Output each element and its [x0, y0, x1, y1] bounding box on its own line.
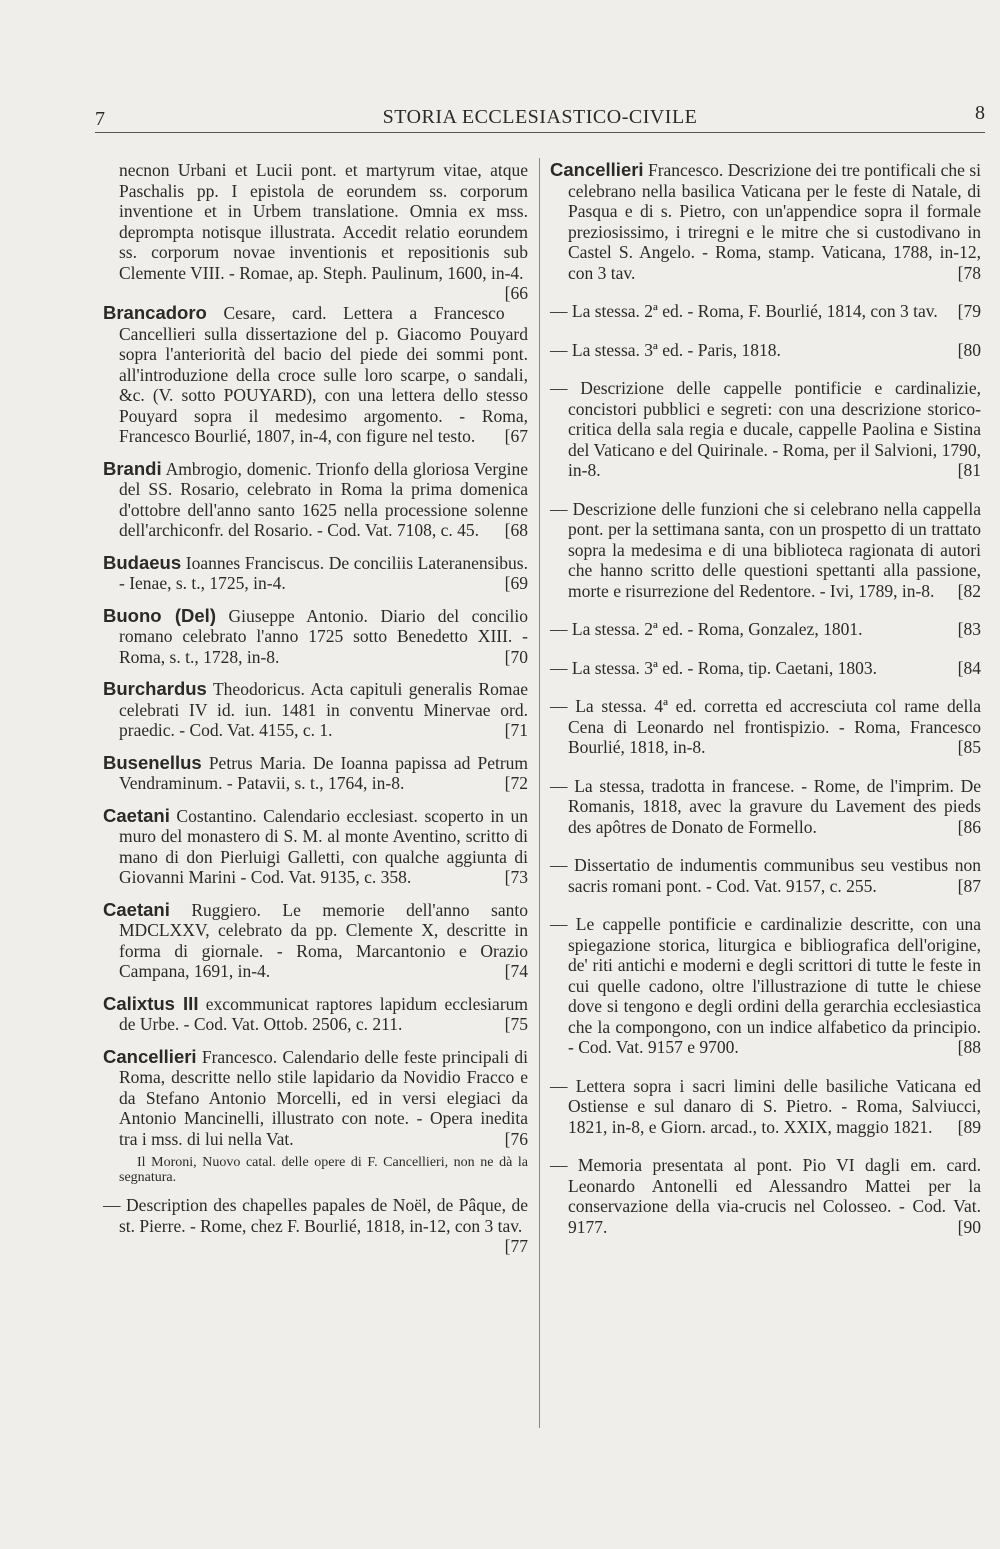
- page-header: [95, 102, 985, 133]
- entry-text: excommunicat raptores lapidum ecclesiarum de Urbe. - Cod. Vat. Ottob. 2506, c. 211.: [119, 993, 529, 1034]
- entry: [103, 160, 528, 303]
- entry-text: — La stessa. 3ª ed. - Paris, 1818.: [550, 339, 781, 360]
- entry: [103, 994, 528, 1035]
- entry: [103, 679, 528, 741]
- entry-number: [88: [957, 1037, 981, 1057]
- entry: [550, 160, 981, 283]
- entry-number: [66: [504, 283, 528, 303]
- left-column: [103, 160, 528, 1257]
- entry-number: [72: [504, 773, 528, 793]
- entry: [550, 1155, 981, 1237]
- entry-text: Ioannes Franciscus. De conciliis Lateranensibus. - Ienae, s. t., 1725, in-4.: [119, 552, 528, 593]
- entry-text: Petrus Maria. De Ioanna papissa ad Petrum Vendraminum. - Patavii, s. t., 1764, in-8.: [119, 752, 529, 793]
- entry-heading: Calixtus III: [103, 992, 199, 1014]
- entry: [103, 303, 528, 447]
- entry-text: Cesare, card. Lettera a Francesco Cancellieri sulla dissertazione del p. Giacomo Pouyard sopra l'anteriorità del bacio del piede dei sommi pont. all'introduzione della croce sulle loro scarpe, o sandali, &c. (V. sotto POUYARD), con una lettera dello stesso Pouyard sopra il medesimo argomento. - Roma, Francesco Bourlié, 1807, in-4, con figure nel testo.: [119, 303, 528, 446]
- entry-heading: Budaeus: [103, 551, 182, 573]
- entry-number: [69: [504, 573, 528, 593]
- entry-number: [74: [504, 961, 528, 981]
- entry-number: [78: [957, 262, 981, 283]
- entry-number: [79: [957, 301, 981, 321]
- entry-text: — La stessa, tradotta in francese. - Rome, de l'imprim. De Romanis, 1818, avec la gravure du Lavement des pieds des apôtres de Donato de Formello.: [550, 775, 981, 837]
- entry: [103, 553, 528, 594]
- entry-text: Ruggiero. Le memorie dell'anno santo MDCLXXV, celebrato da pp. Clemente X, descritte in forma di giornale. - Roma, Marcantonio e Orazio Campana, 1691, in-4.: [119, 899, 528, 981]
- entry-heading: Caetani: [103, 898, 170, 920]
- entry: [103, 1047, 528, 1150]
- entry: [103, 753, 528, 794]
- running-title: STORIA ECCLESIASTICO-CIVILE: [382, 106, 698, 128]
- entry-heading: Brandi: [103, 457, 162, 479]
- entry: [550, 1076, 981, 1138]
- entry: [550, 340, 981, 361]
- page-number-right: 8: [975, 102, 985, 124]
- entry-text: — Dissertatio de indumentis communibus seu vestibus non sacris romani pont. - Cod. Vat. 9157, c. 255.: [550, 855, 981, 896]
- entry-number: [81: [957, 460, 981, 480]
- entry-number: [73: [504, 867, 528, 887]
- entry: [550, 696, 981, 758]
- entry: [103, 806, 528, 888]
- entry-number: [75: [504, 1014, 528, 1034]
- entry-text: — La stessa. 3ª ed. - Roma, tip. Caetani, 1803.: [550, 657, 878, 678]
- entry-number: [90: [957, 1216, 981, 1237]
- right-column: [550, 160, 981, 1255]
- entry-heading: Cancellieri: [550, 159, 644, 180]
- entry-text: Francesco. Descrizione dei tre pontificali che si celebrano nella basilica Vaticana per le feste di Natale, di Pasqua e di s. Pietro, con un'appendice sopra il formale preziosissimo, i triregni e le mitre che si custodivano in Castel S. Angelo. - Roma, stamp. Vaticana, 1788, in-12, con 3 tav.: [568, 160, 981, 283]
- entry-text: Francesco. Calendario delle feste principali di Roma, descritte nello stile lapidario da Novidio Fracco e da Stefano Antonio Morcelli, ed in versi elegiaci da Antonio Mancinelli, illustrato con note. - Opera inedita tra i mss. di lui nella Vat.: [119, 1046, 529, 1149]
- entry-text: — La stessa. 4ª ed. corretta ed accresciuta col rame della Cena di Leonardo nel frontispizio. - Roma, Francesco Bourlié, 1818, in-8.: [550, 696, 981, 757]
- entry-number: [68: [504, 520, 528, 540]
- entry-heading: Cancellieri: [103, 1045, 197, 1067]
- entry-number: [83: [957, 619, 981, 639]
- column-divider: [539, 158, 540, 1428]
- entry-text: Theodoricus. Acta capituli generalis Romae celebrati IV id. iun. 1481 in conventu Minervae ord. praedic. - Cod. Vat. 4155, c. 1.: [119, 679, 528, 740]
- entry-heading: Brancadoro: [103, 302, 207, 323]
- entry: [103, 459, 528, 541]
- entry-text: — Descrizione delle funzioni che si celebrano nella cappella pont. per la settimana santa, con un prospetto di un trattato sopra la medesima e di una biblioteca ragionata di autori che hanno scritto delle questioni spettanti alla passione, morte e risurrezione del Redentore. - Ivi, 1789, in-8.: [550, 498, 981, 601]
- entry: [550, 658, 981, 679]
- entry: [550, 301, 981, 322]
- entry-heading: Busenellus: [103, 751, 202, 773]
- entry-text: — Lettera sopra i sacri limini delle basiliche Vaticana ed Ostiense e sul danaro di S. Pietro. - Roma, Salviucci, 1821, in-8, e Giorn. arcad., to. XXIX, maggio 1821.: [550, 1075, 981, 1137]
- entry-text: — Memoria presentata al pont. Pio VI dagli em. card. Leonardo Antonelli ed Alessandro Mattei per la conservazione della via-crucis nel Colosseo. - Cod. Vat. 9177.: [550, 1155, 981, 1237]
- entry-number: [84: [957, 657, 981, 678]
- entry-text: Giuseppe Antonio. Diario del concilio romano celebrato l'anno 1725 sotto Benedetto XIII. - Roma, s. t., 1728, in-8.: [119, 605, 529, 667]
- entry-text: — Descrizione delle cappelle pontificie e cardinalizie, concistori pubblici e segreti: con una descrizione storico-critica della sala regia e ducale, cappelle Paolina e Sistina del Vaticano e del Quirinale. - Roma, per il Salvioni, 1790, in-8.: [550, 378, 981, 480]
- entry: [550, 378, 981, 481]
- entry: [550, 776, 981, 838]
- entry: [103, 900, 528, 982]
- entry-text: — La stessa. 2ª ed. - Roma, F. Bourlié, 1814, con 3 tav.: [550, 301, 938, 321]
- entry-number: [82: [957, 580, 981, 601]
- entry-heading: Buono (Del): [103, 604, 216, 626]
- entry-text: Costantino. Calendario ecclesiast. scoperto in un muro del monastero di S. M. al monte Aventino, scritto di mano di don Pierluigi Galletti, con qualche aggiunta di Giovanni Marini - Cod. Vat. 9135, c. 358.: [119, 805, 528, 887]
- entry-number: [89: [957, 1116, 981, 1137]
- entry: [103, 1195, 528, 1256]
- entry-number: [87: [957, 875, 981, 896]
- page-number-left: 7: [95, 108, 105, 130]
- entry-number: [85: [957, 737, 981, 757]
- entry-number: [70: [504, 646, 528, 667]
- footnote: Il Moroni, Nuovo catal. delle opere di F. Cancellieri, non ne dà la segnatura.: [119, 1155, 528, 1185]
- entry-number: [71: [504, 720, 528, 740]
- entry-number: [77: [504, 1236, 528, 1256]
- entry-heading: Burchardus: [103, 678, 207, 699]
- entry: [550, 619, 981, 640]
- entry-text: — La stessa. 2ª ed. - Roma, Gonzalez, 1801.: [550, 619, 863, 639]
- entry-text: Ambrogio, domenic. Trionfo della gloriosa Vergine del SS. Rosario, celebrato in Roma la prima domenica d'ottobre dell'anno santo 1625 nella processione solenne dell'archiconfr. del Rosario. - Cod. Vat. 7108, c. 45.: [119, 458, 528, 540]
- entry-text: — Description des chapelles papales de Noël, de Pâque, de st. Pierre. - Rome, chez F. Bourlié, 1818, in-12, con 3 tav.: [103, 1195, 528, 1236]
- entry-number: [80: [957, 339, 981, 360]
- entry: [103, 606, 528, 668]
- entry: [550, 855, 981, 896]
- entry-text: — Le cappelle pontificie e cardinalizie descritte, con una spiegazione storica, liturgica e bibliografica dell'origine, de' riti antichi e moderni e degli scrittori di tutte le feste in cui quelle cadono, oltre l'illustrazione di tutte le chiese dove si tengono e degli ordini della gerarchia ecclesiastica che la compongono, con un indice alfabetico da principio. - Cod. Vat. 9157 e 9700.: [550, 914, 981, 1057]
- entry-heading: Caetani: [103, 804, 170, 826]
- entry-number: [67: [504, 426, 528, 446]
- entry: [550, 499, 981, 602]
- entry-number: [86: [957, 816, 981, 837]
- entry-number: [76: [504, 1128, 528, 1149]
- entry-text: necnon Urbani et Lucii pont. et martyrum vitae, atque Paschalis pp. I epistola de eorundem ss. corporum inventione et in Urbem translatione. Omnia ex mss. deprompta notisque illustrata. Accedit relatio eorundem ss. corporum novae inventionis et repositionis sub Clemente VIII. - Romae, ap. Steph. Paulinum, 1600, in-4.: [119, 160, 528, 283]
- entry: [550, 914, 981, 1058]
